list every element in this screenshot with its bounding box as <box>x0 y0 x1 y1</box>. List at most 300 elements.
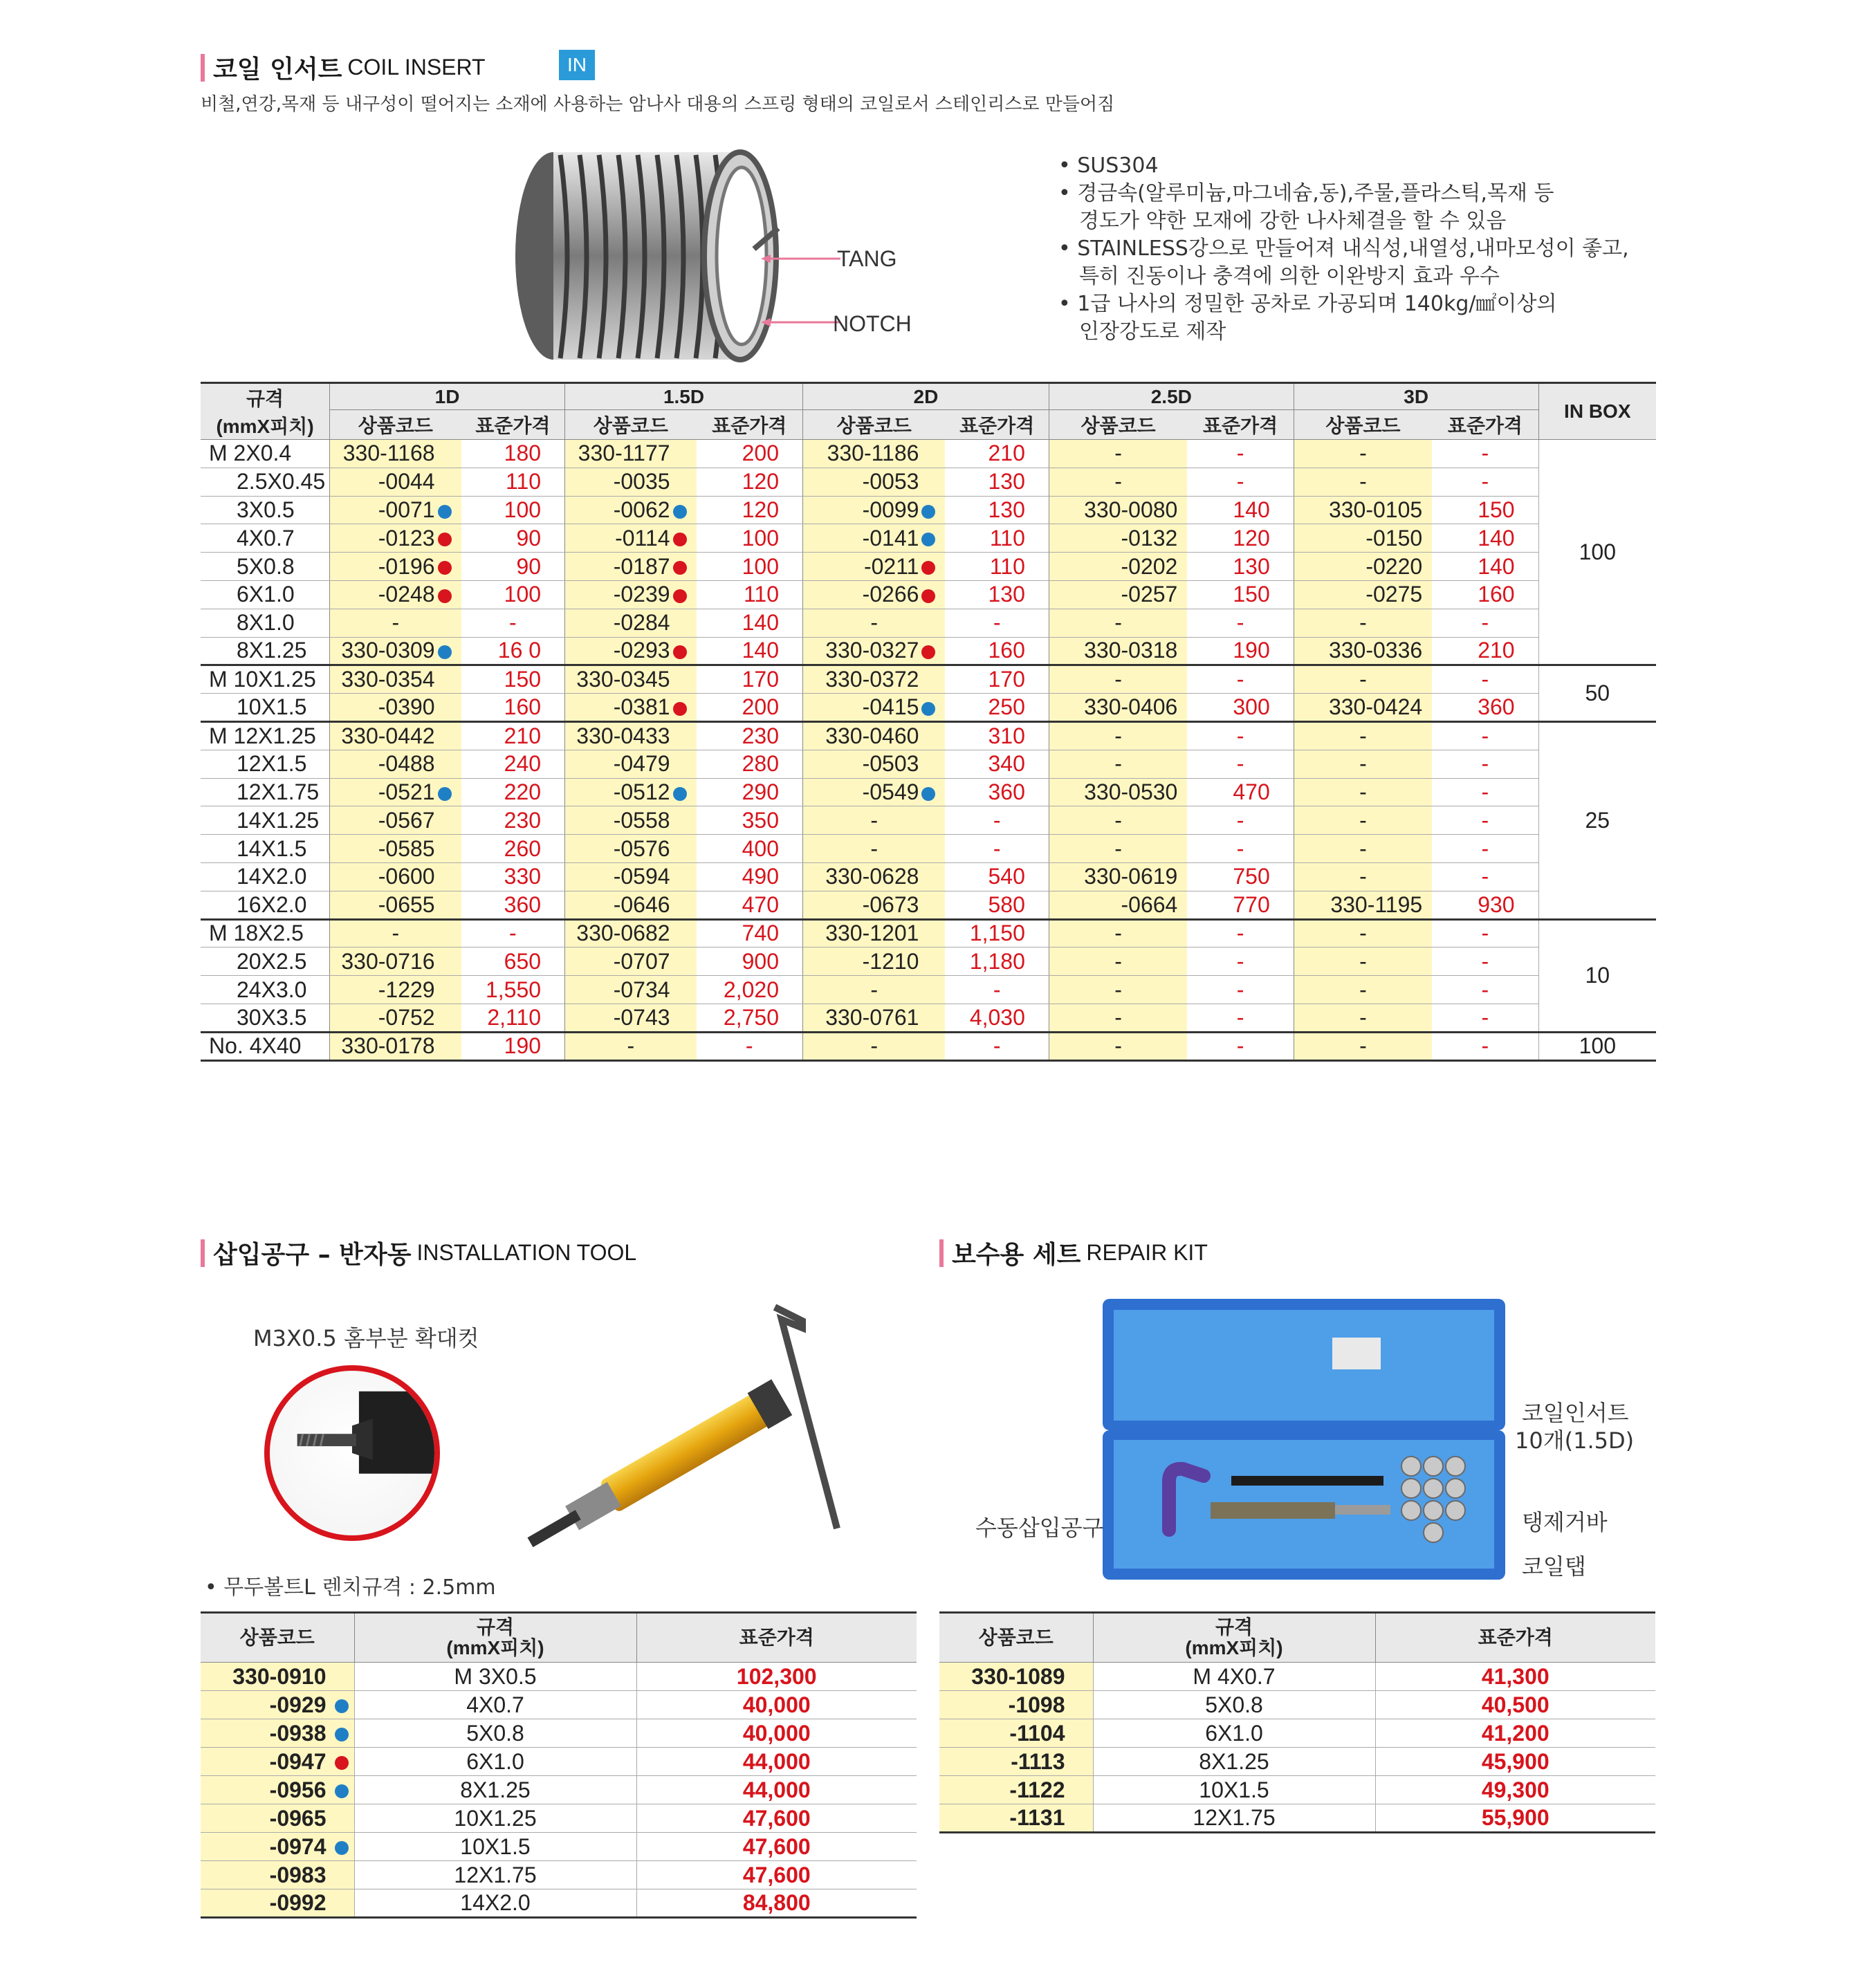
price-cell: 110 <box>945 524 1049 553</box>
price-cell: 210 <box>945 440 1049 468</box>
spec-cell: M 10X1.25 <box>201 665 330 694</box>
code-cell: - <box>1294 1032 1432 1060</box>
group-header-2-5d: 2.5D <box>1049 383 1294 410</box>
code-cell: - <box>1049 721 1187 750</box>
code-cell: 330-1177 <box>565 440 697 468</box>
price-header: 표준가격 <box>1375 1613 1655 1663</box>
price-cell: 1,180 <box>945 948 1049 976</box>
inbox-cell: 100 <box>1538 440 1656 665</box>
spec-cell: 4X0.7 <box>201 524 330 553</box>
price-cell: 160 <box>945 637 1049 665</box>
code-cell: 330-1168 <box>330 440 461 468</box>
price-cell: 110 <box>697 580 803 609</box>
table-row <box>201 1776 917 1804</box>
code-cell: -0549 <box>802 778 945 806</box>
code-cell: - <box>1294 948 1432 976</box>
code-cell: -0567 <box>330 806 461 835</box>
installation-tool-image <box>498 1300 858 1577</box>
table-row <box>201 1004 1656 1032</box>
spec-cell: 16X2.0 <box>201 891 330 919</box>
code-cell: -0062 <box>565 496 697 524</box>
price-cell: 360 <box>945 778 1049 806</box>
code-cell: - <box>1049 976 1187 1004</box>
code-cell: 330-1089 <box>939 1663 1093 1691</box>
table-row <box>201 750 1656 778</box>
spec-cell: 2.5X0.45 <box>201 468 330 496</box>
price-cell: - <box>697 1032 803 1060</box>
code-cell: - <box>802 1032 945 1060</box>
price-cell: 110 <box>461 468 565 496</box>
code-cell: -0646 <box>565 891 697 919</box>
price-subheader: 표준가격 <box>1187 410 1294 440</box>
price-cell: - <box>1432 806 1538 835</box>
code-cell: -0558 <box>565 806 697 835</box>
code-cell: -0585 <box>330 835 461 863</box>
table-row <box>201 553 1656 581</box>
code-cell: 330-1201 <box>802 919 945 948</box>
table-row <box>201 524 1656 553</box>
kit-label-insert: 코일인서트 <box>1522 1400 1629 1426</box>
title-accent-bar <box>201 54 205 82</box>
code-cell: - <box>330 609 461 637</box>
price-cell: - <box>1187 440 1294 468</box>
spec-cell: 8X1.0 <box>201 609 330 637</box>
table-row <box>201 778 1656 806</box>
code-cell: -0381 <box>565 694 697 722</box>
code-cell: -0132 <box>1049 524 1187 553</box>
code-cell: -0479 <box>565 750 697 778</box>
price-cell: - <box>945 835 1049 863</box>
price-cell: - <box>1187 665 1294 694</box>
code-cell: -0248 <box>330 580 461 609</box>
code-cell: -0512 <box>565 778 697 806</box>
code-subheader: 상품코드 <box>802 410 945 440</box>
inbox-header: IN BOX <box>1538 383 1656 440</box>
code-cell: - <box>802 835 945 863</box>
code-cell: -0275 <box>1294 580 1432 609</box>
blue-dot-icon <box>335 1784 349 1798</box>
spec-cell: 6X1.0 <box>1093 1719 1375 1748</box>
price-cell: 130 <box>945 468 1049 496</box>
code-cell: - <box>1294 750 1432 778</box>
spec-cell: 6X1.0 <box>201 580 330 609</box>
red-dot-icon <box>438 589 452 603</box>
price-cell: - <box>945 609 1049 637</box>
code-cell: - <box>1049 440 1187 468</box>
repair-kit-image <box>1100 1295 1508 1585</box>
code-cell: -0503 <box>802 750 945 778</box>
code-cell: -0947 <box>201 1748 354 1776</box>
code-cell: - <box>1294 1004 1432 1032</box>
title-accent-bar <box>201 1239 205 1267</box>
price-cell: 900 <box>697 948 803 976</box>
code-cell: - <box>1294 778 1432 806</box>
in-badge: IN <box>559 50 595 80</box>
callout-arrows <box>761 249 844 339</box>
code-cell: -0390 <box>330 694 461 722</box>
blue-dot-icon <box>921 702 935 716</box>
price-cell: 150 <box>461 665 565 694</box>
table-row <box>201 1833 917 1861</box>
spec-cell: 5X0.8 <box>201 553 330 581</box>
table-row <box>939 1719 1655 1748</box>
table-row <box>201 580 1656 609</box>
price-cell: - <box>945 806 1049 835</box>
price-cell: 140 <box>1187 496 1294 524</box>
price-cell: 40,500 <box>1375 1691 1655 1719</box>
code-cell: -0488 <box>330 750 461 778</box>
price-cell: 280 <box>697 750 803 778</box>
title-ko: 코일 인서트 <box>213 55 342 84</box>
price-cell: 490 <box>697 862 803 891</box>
code-cell: -0992 <box>201 1889 354 1918</box>
table-row <box>939 1748 1655 1776</box>
code-cell: -0035 <box>565 468 697 496</box>
price-cell: - <box>1187 1032 1294 1060</box>
code-cell: -0752 <box>330 1004 461 1032</box>
spec-cell: 6X1.0 <box>354 1748 636 1776</box>
price-cell: 130 <box>1187 553 1294 581</box>
price-cell: 350 <box>697 806 803 835</box>
code-cell: -0196 <box>330 553 461 581</box>
spec-cell: 10X1.5 <box>354 1833 636 1861</box>
spec-cell: M 2X0.4 <box>201 440 330 468</box>
price-cell: 240 <box>461 750 565 778</box>
code-cell: -0141 <box>802 524 945 553</box>
table-row <box>201 665 1656 694</box>
price-cell: 230 <box>697 721 803 750</box>
code-cell: - <box>1049 1032 1187 1060</box>
price-subheader: 표준가격 <box>945 410 1049 440</box>
kit-label-insert-count: 10개(1.5D) <box>1515 1427 1635 1454</box>
price-cell: - <box>1187 721 1294 750</box>
price-cell: 40,000 <box>636 1719 917 1748</box>
spec-cell: 14X1.5 <box>201 835 330 863</box>
blue-dot-icon <box>921 533 935 546</box>
price-cell: - <box>1432 750 1538 778</box>
red-dot-icon <box>438 533 452 546</box>
price-cell: 2,110 <box>461 1004 565 1032</box>
code-cell: -0044 <box>330 468 461 496</box>
code-cell: 330-0309 <box>330 637 461 665</box>
price-cell: - <box>1432 778 1538 806</box>
price-cell: 250 <box>945 694 1049 722</box>
spec-cell: 30X3.5 <box>201 1004 330 1032</box>
group-header-3d: 3D <box>1294 383 1538 410</box>
price-cell: 4,030 <box>945 1004 1049 1032</box>
spec-header: 규격 (mmX피치) <box>1093 1613 1375 1663</box>
price-cell: - <box>1432 1032 1538 1060</box>
table-row <box>201 1889 917 1918</box>
price-cell: 150 <box>1432 496 1538 524</box>
code-cell: -1122 <box>939 1776 1093 1804</box>
spec-cell: 10X1.5 <box>201 694 330 722</box>
code-cell: -0576 <box>565 835 697 863</box>
code-cell: -0071 <box>330 496 461 524</box>
code-cell: - <box>1049 919 1187 948</box>
table-row <box>201 496 1656 524</box>
feature-list <box>1058 152 1681 346</box>
red-dot-icon <box>438 561 452 575</box>
price-cell: - <box>1432 948 1538 976</box>
code-cell: - <box>1294 835 1432 863</box>
spec-header: 규격 (mmX피치) <box>354 1613 636 1663</box>
price-cell: - <box>1187 1004 1294 1032</box>
notch-label: NOTCH <box>833 311 912 336</box>
price-cell: - <box>945 1032 1049 1060</box>
red-dot-icon <box>673 589 687 603</box>
code-cell: 330-0761 <box>802 1004 945 1032</box>
code-cell: - <box>1049 750 1187 778</box>
price-cell: 45,900 <box>1375 1748 1655 1776</box>
code-cell: -0734 <box>565 976 697 1004</box>
red-dot-icon <box>673 702 687 716</box>
price-cell: - <box>1187 976 1294 1004</box>
repair-kit-title: 보수용 세트 REPAIR KIT <box>939 1235 1208 1270</box>
table-row <box>201 806 1656 835</box>
price-cell: 140 <box>1432 553 1538 581</box>
price-cell: 55,900 <box>1375 1804 1655 1833</box>
price-cell: 84,800 <box>636 1889 917 1918</box>
code-cell: - <box>1294 609 1432 637</box>
code-cell: -0099 <box>802 496 945 524</box>
code-cell: 330-0682 <box>565 919 697 948</box>
code-cell: -1210 <box>802 948 945 976</box>
code-cell: -0415 <box>802 694 945 722</box>
table-row <box>201 1861 917 1889</box>
price-cell: 580 <box>945 891 1049 919</box>
code-subheader: 상품코드 <box>1049 410 1187 440</box>
code-cell: -0938 <box>201 1719 354 1748</box>
price-cell: 330 <box>461 862 565 891</box>
table-row <box>939 1804 1655 1833</box>
table-row <box>201 1691 917 1719</box>
code-cell: 330-0424 <box>1294 694 1432 722</box>
code-cell: 330-0530 <box>1049 778 1187 806</box>
zoom-circle-image <box>264 1365 440 1541</box>
coil-insert-title <box>201 50 486 85</box>
code-cell: -0655 <box>330 891 461 919</box>
code-cell: -0956 <box>201 1776 354 1804</box>
code-cell: 330-0442 <box>330 721 461 750</box>
price-cell: 260 <box>461 835 565 863</box>
price-cell: 1,150 <box>945 919 1049 948</box>
price-cell: - <box>1187 835 1294 863</box>
code-subheader: 상품코드 <box>565 410 697 440</box>
group-header-1d: 1D <box>330 383 565 410</box>
code-cell: 330-0716 <box>330 948 461 976</box>
price-cell: 470 <box>697 891 803 919</box>
code-cell: -0220 <box>1294 553 1432 581</box>
blue-dot-icon <box>921 505 935 519</box>
price-subheader: 표준가격 <box>1432 410 1538 440</box>
spec-cell: 4X0.7 <box>354 1691 636 1719</box>
price-cell: 150 <box>1187 580 1294 609</box>
spec-cell: 12X1.75 <box>1093 1804 1375 1833</box>
code-cell: - <box>330 919 461 948</box>
code-cell: -0707 <box>565 948 697 976</box>
spec-cell: 3X0.5 <box>201 496 330 524</box>
price-cell: 110 <box>945 553 1049 581</box>
price-cell: 102,300 <box>636 1663 917 1691</box>
price-cell: 41,300 <box>1375 1663 1655 1691</box>
price-cell: - <box>1432 976 1538 1004</box>
group-header-2d: 2D <box>802 383 1049 410</box>
price-cell: - <box>1187 948 1294 976</box>
price-cell: - <box>1187 468 1294 496</box>
table-row <box>201 1032 1656 1060</box>
code-cell: -0284 <box>565 609 697 637</box>
code-subheader: 상품코드 <box>1294 410 1432 440</box>
code-cell: - <box>1294 665 1432 694</box>
price-cell: - <box>1187 609 1294 637</box>
price-cell: - <box>1432 721 1538 750</box>
inbox-cell: 50 <box>1538 665 1656 722</box>
code-cell: - <box>802 976 945 1004</box>
code-cell: 330-0460 <box>802 721 945 750</box>
code-cell: - <box>1049 665 1187 694</box>
installation-tool-title: 삽입공구 – 반자동 INSTALLATION TOOL <box>201 1235 636 1270</box>
code-cell: - <box>1294 976 1432 1004</box>
blue-dot-icon <box>335 1699 349 1713</box>
table-row <box>201 919 1656 948</box>
price-cell: 90 <box>461 553 565 581</box>
table-row <box>201 976 1656 1004</box>
spec-cell: 8X1.25 <box>1093 1748 1375 1776</box>
price-cell: - <box>1187 750 1294 778</box>
feature-item: • 경금속(알루미늄,마그네슘,동),주물,플라스틱,목재 등 경도가 약한 모재에 강한 나사체결을 할 수 있음 <box>1058 181 1554 233</box>
code-header: 상품코드 <box>201 1613 354 1663</box>
price-cell: 41,200 <box>1375 1719 1655 1748</box>
price-cell: - <box>461 919 565 948</box>
spec-cell: 8X1.25 <box>201 637 330 665</box>
price-cell: - <box>1432 835 1538 863</box>
price-cell: - <box>1432 919 1538 948</box>
table-row <box>201 891 1656 919</box>
price-cell: - <box>1432 862 1538 891</box>
spec-cell: M 18X2.5 <box>201 919 330 948</box>
price-cell: 120 <box>697 468 803 496</box>
red-dot-icon <box>673 561 687 575</box>
price-cell: 360 <box>461 891 565 919</box>
red-dot-icon <box>673 533 687 546</box>
code-cell: - <box>1049 806 1187 835</box>
code-header: 상품코드 <box>939 1613 1093 1663</box>
price-cell: 360 <box>1432 694 1538 722</box>
blue-dot-icon <box>673 505 687 519</box>
price-cell: - <box>1432 468 1538 496</box>
price-cell: 170 <box>697 665 803 694</box>
code-cell: 330-0628 <box>802 862 945 891</box>
table-row <box>201 1748 917 1776</box>
price-cell: 310 <box>945 721 1049 750</box>
spec-cell: 24X3.0 <box>201 976 330 1004</box>
price-cell: 140 <box>1432 524 1538 553</box>
price-cell: 210 <box>1432 637 1538 665</box>
price-cell: 200 <box>697 440 803 468</box>
spec-cell: M 4X0.7 <box>1093 1663 1375 1691</box>
code-cell: -0202 <box>1049 553 1187 581</box>
price-cell: 140 <box>697 637 803 665</box>
code-cell: 330-0372 <box>802 665 945 694</box>
table-row <box>201 835 1656 863</box>
price-cell: 210 <box>461 721 565 750</box>
tool-tip-closeup <box>270 1371 434 1535</box>
price-cell: 930 <box>1432 891 1538 919</box>
code-cell: -1131 <box>939 1804 1093 1833</box>
code-cell: - <box>565 1032 697 1060</box>
price-subheader: 표준가격 <box>697 410 803 440</box>
inbox-cell: 25 <box>1538 721 1656 919</box>
table-row <box>201 440 1656 468</box>
red-dot-icon <box>335 1756 349 1770</box>
code-cell: 330-0178 <box>330 1032 461 1060</box>
feature-item: • STAINLESS강으로 만들어져 내식성,내열성,내마모성이 좋고, 특히 진동이나 충격에 의한 이완방지 효과 우수 <box>1058 237 1629 288</box>
title-en: COIL INSERT <box>347 55 486 80</box>
code-cell: -0257 <box>1049 580 1187 609</box>
spec-cell: 10X1.25 <box>354 1804 636 1833</box>
spec-cell: 12X1.75 <box>201 778 330 806</box>
price-cell: 44,000 <box>636 1776 917 1804</box>
price-cell: - <box>1432 665 1538 694</box>
code-cell: - <box>802 609 945 637</box>
code-cell: 330-1195 <box>1294 891 1432 919</box>
table-row <box>201 1663 917 1691</box>
spec-cell: 10X1.5 <box>1093 1776 1375 1804</box>
blue-dot-icon <box>673 787 687 801</box>
price-cell: 130 <box>945 580 1049 609</box>
price-subheader: 표준가격 <box>461 410 565 440</box>
zoom-label: M3X0.5 홈부분 확대컷 <box>253 1325 479 1351</box>
code-cell: -0743 <box>565 1004 697 1032</box>
table-row <box>939 1776 1655 1804</box>
price-cell: 90 <box>461 524 565 553</box>
price-cell: 120 <box>1187 524 1294 553</box>
price-cell: - <box>1432 440 1538 468</box>
price-cell: 100 <box>461 496 565 524</box>
code-cell: 330-0318 <box>1049 637 1187 665</box>
kit-label-tap: 코일탭 <box>1522 1553 1586 1580</box>
code-cell: -0187 <box>565 553 697 581</box>
price-cell: 44,000 <box>636 1748 917 1776</box>
spec-cell: 5X0.8 <box>1093 1691 1375 1719</box>
price-cell: 170 <box>945 665 1049 694</box>
spec-cell: M 3X0.5 <box>354 1663 636 1691</box>
coil-insert-image <box>512 138 789 373</box>
price-cell: 140 <box>697 609 803 637</box>
code-cell: -0211 <box>802 553 945 581</box>
price-cell: - <box>945 976 1049 1004</box>
price-cell: - <box>1187 919 1294 948</box>
price-cell: 470 <box>1187 778 1294 806</box>
code-cell: -1104 <box>939 1719 1093 1748</box>
price-cell: 200 <box>697 694 803 722</box>
kit-label-tool: 수동삽입공구 <box>975 1515 1104 1541</box>
blue-dot-icon <box>438 505 452 519</box>
code-cell: -0965 <box>201 1804 354 1833</box>
title-accent-bar <box>939 1239 944 1267</box>
code-cell: 330-1186 <box>802 440 945 468</box>
code-cell: -0664 <box>1049 891 1187 919</box>
price-cell: 740 <box>697 919 803 948</box>
code-cell: - <box>1294 468 1432 496</box>
price-cell: 1,550 <box>461 976 565 1004</box>
code-cell: 330-0105 <box>1294 496 1432 524</box>
price-cell: 750 <box>1187 862 1294 891</box>
code-cell: 330-0619 <box>1049 862 1187 891</box>
table-row <box>201 637 1656 665</box>
red-dot-icon <box>673 645 687 659</box>
